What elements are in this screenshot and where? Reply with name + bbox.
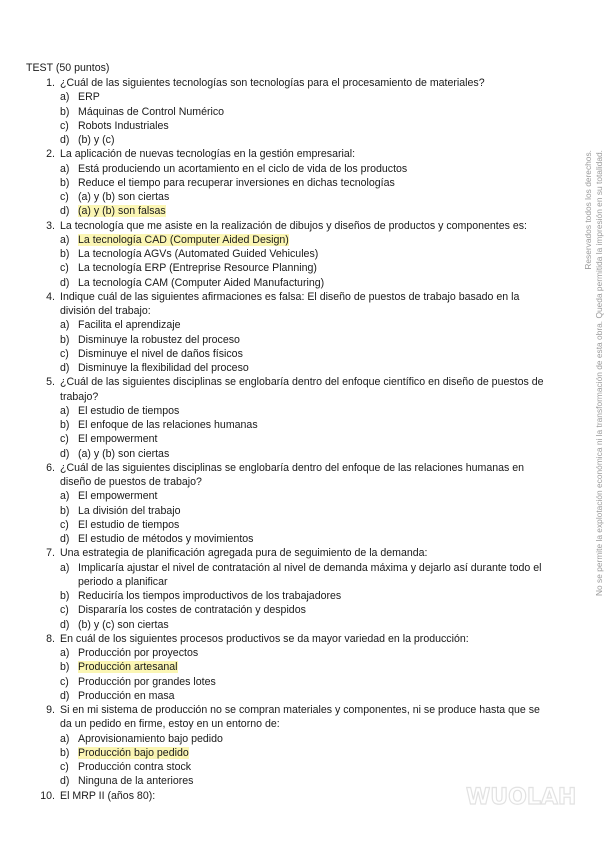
answer-option [26, 318, 546, 332]
option-letter: b) [60, 590, 70, 602]
option-letter: b) [60, 105, 70, 118]
option-letter: d) [60, 689, 70, 702]
answer-option [26, 489, 546, 503]
answer-option [26, 732, 546, 746]
test-heading: TEST (50 puntos) [26, 62, 110, 74]
question-number: 1. [46, 77, 55, 89]
question [26, 546, 546, 560]
option-text: Reduce el tiempo para recuperar inversiones en dichas tecnologías [78, 176, 395, 189]
answer-option [26, 689, 546, 703]
option-letter: b) [60, 248, 70, 260]
option-text: La tecnología AGVs (Automated Guided Vehicules) [78, 248, 319, 260]
option-letter: c) [60, 191, 69, 203]
option-text: La tecnología ERP (Entreprise Resource Planning) [78, 262, 317, 275]
highlighted-answer: Producción artesanal [78, 661, 178, 674]
option-letter: d) [60, 447, 70, 460]
answer-option [26, 660, 546, 674]
option-text: (a) y (b) son ciertas [78, 447, 170, 460]
answer-option [26, 561, 546, 590]
rights-notice-line-1: Reservados todos los derechos. [583, 150, 593, 270]
question [26, 147, 546, 161]
question-text: El MRP II (años 80): [60, 789, 156, 802]
question-text: Una estrategia de planificación agregada pura de seguimiento de la demanda: [60, 547, 428, 560]
answer-option [26, 518, 546, 532]
option-text: Está produciendo un acortamiento en el ciclo de vida de los productos [78, 162, 408, 175]
option-text: Reduciría los tiempos improductivos de los trabajadores [78, 590, 342, 602]
question [26, 219, 546, 233]
option-letter: a) [60, 233, 70, 246]
question [26, 375, 546, 404]
option-text: Producción por proyectos [78, 647, 199, 659]
option-text: (a) y (b) son ciertas [78, 191, 170, 203]
option-letter: c) [60, 433, 69, 446]
rights-notice-line-2: No se permite la explotación económica ni la transformación de esta obra. Queda permitida la impresión en su totalidad. [594, 150, 604, 596]
option-text: Aprovisionamiento bajo pedido [78, 732, 223, 745]
option-text: Producción por grandes lotes [78, 675, 216, 688]
answer-option [26, 333, 546, 347]
answer-option [26, 247, 546, 261]
option-text: El estudio de métodos y movimientos [78, 533, 254, 545]
question [26, 461, 546, 490]
option-letter: d) [60, 533, 70, 545]
option-text: (b) y (c) son ciertas [78, 618, 169, 631]
option-text: El enfoque de las relaciones humanas [78, 419, 258, 431]
option-letter: d) [60, 775, 70, 788]
question [26, 703, 546, 732]
option-letter: a) [60, 732, 70, 745]
question [26, 76, 546, 90]
option-text: El estudio de tiempos [78, 518, 180, 531]
answer-option [26, 418, 546, 432]
option-text: El empowerment [78, 433, 158, 446]
highlighted-answer: (a) y (b) son falsas [78, 205, 166, 218]
option-text: Dispararía los costes de contratación y despidos [78, 604, 306, 617]
option-letter: d) [60, 134, 70, 146]
question-number: 7. [46, 547, 55, 560]
answer-option [26, 204, 546, 218]
option-text: Robots Industriales [78, 119, 169, 132]
wuolah-logo: WUOLAH [466, 785, 577, 810]
option-text: Ninguna de la anteriores [78, 775, 194, 788]
option-text: El empowerment [78, 490, 158, 503]
answer-option [26, 261, 546, 275]
option-letter: b) [60, 176, 70, 189]
answer-option [26, 504, 546, 518]
option-letter: a) [60, 404, 70, 417]
option-text: La tecnología CAM (Computer Aided Manufacturing) [78, 276, 325, 289]
option-text: Disminuye el nivel de daños físicos [78, 347, 243, 360]
option-letter: b) [60, 746, 70, 759]
answer-option [26, 603, 546, 617]
option-text: La división del trabajo [78, 504, 181, 517]
answer-option [26, 133, 546, 147]
option-letter: d) [60, 276, 70, 289]
answer-option [26, 162, 546, 176]
option-text: Facilita el aprendizaje [78, 319, 181, 332]
question-number: 10. [40, 789, 55, 802]
option-letter: b) [60, 661, 70, 674]
answer-option [26, 646, 546, 660]
option-text: Máquinas de Control Numérico [78, 105, 225, 118]
option-letter: d) [60, 205, 70, 218]
answer-option [26, 447, 546, 461]
option-letter: a) [60, 647, 70, 659]
answer-option [26, 105, 546, 119]
option-letter: c) [60, 675, 69, 688]
question-text: ¿Cuál de las siguientes tecnologías son tecnologías para el procesamiento de materiales? [60, 77, 485, 89]
question-number: 8. [46, 632, 55, 645]
answer-option [26, 675, 546, 689]
option-text: Disminuye la robustez del proceso [78, 333, 240, 346]
option-letter: c) [60, 347, 69, 360]
answer-option [26, 532, 546, 546]
option-letter: b) [60, 504, 70, 517]
question-list [26, 76, 546, 803]
question-number: 3. [46, 219, 55, 232]
question-number: 2. [46, 148, 55, 161]
option-letter: b) [60, 333, 70, 346]
option-letter: a) [60, 490, 70, 503]
answer-option [26, 119, 546, 133]
option-letter: d) [60, 618, 70, 631]
answer-option [26, 176, 546, 190]
answer-option [26, 618, 546, 632]
answer-option [26, 190, 546, 204]
option-letter: a) [60, 162, 70, 175]
option-text: Disminuye la flexibilidad del proceso [78, 362, 249, 374]
answer-option [26, 404, 546, 418]
option-letter: c) [60, 604, 69, 617]
highlighted-answer: La tecnología CAD (Computer Aided Design) [78, 233, 289, 246]
option-text: Producción contra stock [78, 761, 192, 773]
answer-option [26, 233, 546, 247]
option-letter: c) [60, 761, 69, 773]
question-text: Si en mi sistema de producción no se compran materiales y componentes, ni se produce hasta que se da un pedido en firme, estoy en un entorno de: [60, 704, 540, 731]
question [26, 632, 546, 646]
question [26, 290, 546, 319]
question-text: ¿Cuál de las siguientes disciplinas se englobaría dentro del enfoque de las relaciones humanas en diseño de puestos de trabajo? [60, 461, 525, 488]
option-letter: a) [60, 91, 70, 104]
option-letter: b) [60, 419, 70, 431]
option-text: Producción en masa [78, 689, 175, 702]
question-text: La aplicación de nuevas tecnologías en la gestión empresarial: [60, 148, 356, 161]
option-letter: c) [60, 518, 69, 531]
question-text: ¿Cuál de las siguientes disciplinas se englobaría dentro del enfoque científico en diseño de puestos de trabajo? [60, 376, 544, 403]
answer-option [26, 276, 546, 290]
option-letter: a) [60, 561, 70, 574]
option-letter: c) [60, 119, 69, 132]
question-number: 9. [46, 704, 55, 716]
answer-option [26, 589, 546, 603]
option-text: El estudio de tiempos [78, 404, 180, 417]
answer-option [26, 432, 546, 446]
option-text: Implicaría ajustar el nivel de contratación al nivel de demanda máxima y dejarlo así durante todo el periodo a planificar [78, 561, 542, 588]
answer-option [26, 347, 546, 361]
option-text: (b) y (c) [78, 134, 115, 146]
question-number: 4. [46, 290, 55, 303]
highlighted-answer: Producción bajo pedido [78, 746, 189, 759]
answer-option [26, 90, 546, 104]
answer-option [26, 361, 546, 375]
question-text: Indique cuál de las siguientes afirmaciones es falsa: El diseño de puestos de trabajo basado en la división del trabajo: [60, 290, 520, 317]
answer-option [26, 746, 546, 760]
option-text: ERP [78, 91, 100, 104]
question-number: 5. [46, 376, 55, 389]
option-letter: d) [60, 362, 70, 374]
question-number: 6. [46, 461, 55, 474]
question-text: La tecnología que me asiste en la realización de dibujos y diseños de productos y componentes es: [60, 219, 528, 232]
answer-option [26, 760, 546, 774]
question-text: En cuál de los siguientes procesos productivos se da mayor variedad en la producción: [60, 632, 469, 645]
option-letter: c) [60, 262, 69, 275]
option-letter: a) [60, 319, 70, 332]
